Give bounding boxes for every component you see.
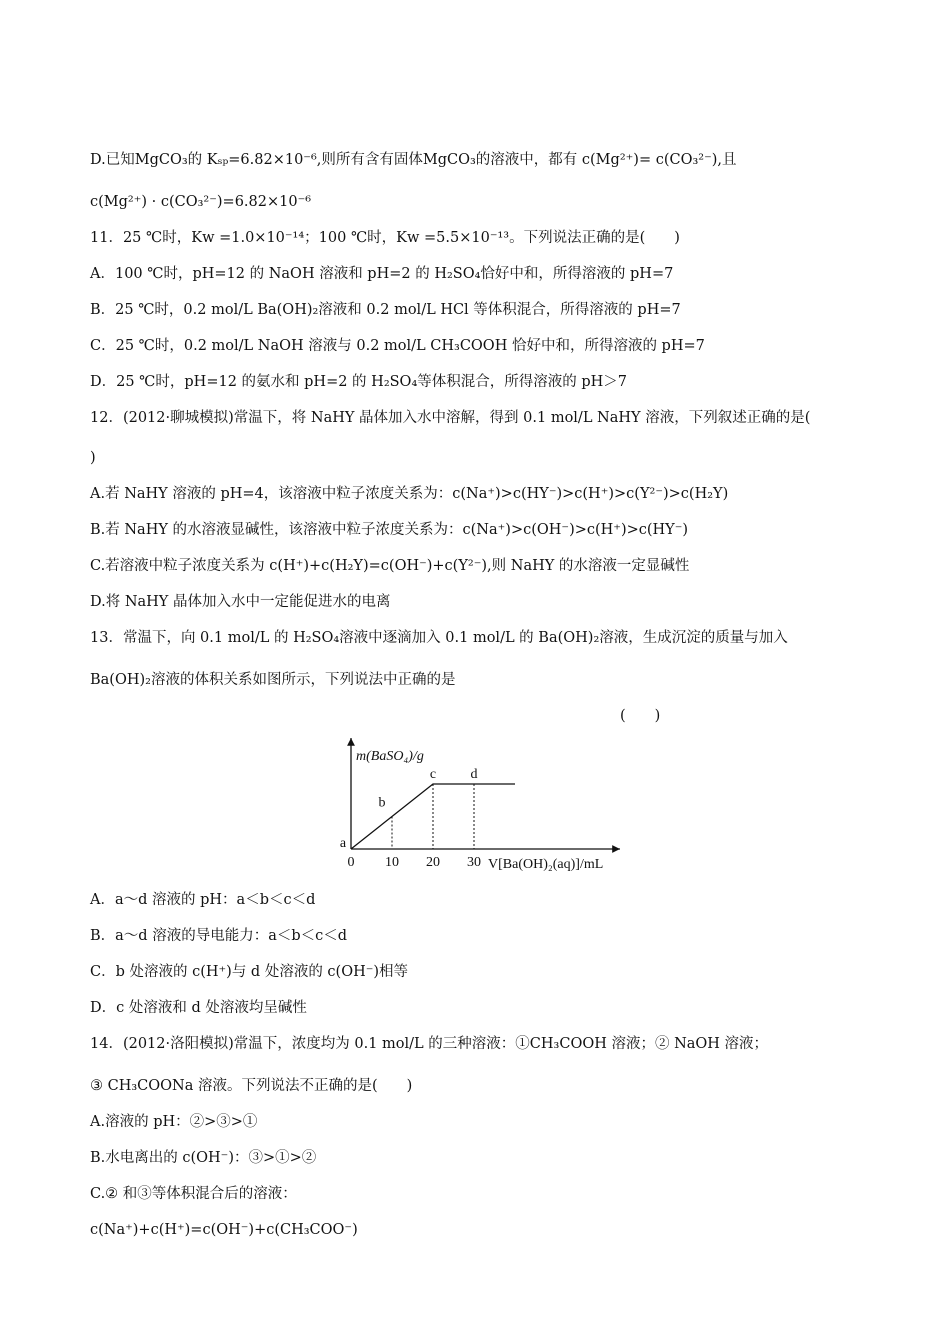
- question-12-option-d: D.将 NaHY 晶体加入水中一定能促进水的电离: [90, 594, 391, 610]
- question-12-option-c: C.若溶液中粒子浓度关系为 c(H⁺)+c(H₂Y)=c(OH⁻)+c(Y²⁻),则 NaHY 的水溶液一定显碱性: [90, 558, 690, 574]
- question-13-option-c: C．b 处溶液的 c(H⁺)与 d 处溶液的 c(OH⁻)相等: [90, 964, 409, 980]
- question-13: 13．常温下，向 0.1 mol/L 的 H₂SO₄溶液中逐滴加入 0.1 mol/L 的 Ba(OH)₂溶液，生成沉淀的质量与加入: [90, 630, 788, 646]
- option-d-line-2: c(Mg²⁺) · c(CO₃²⁻)=6.82×10⁻⁶: [90, 194, 312, 210]
- question-14-option-b: B.水电离出的 c(OH⁻)：③>①>②: [90, 1150, 317, 1166]
- question-11-option-c: C．25 ℃时，0.2 mol/L NaOH 溶液与 0.2 mol/L CH₃COOH 恰好中和，所得溶液的 pH=7: [90, 338, 705, 354]
- question-12-option-a: A.若 NaHY 溶液的 pH=4，该溶液中粒子浓度关系为：c(Na⁺)>c(HY⁻)>c(H⁺)>c(Y²⁻)>c(H₂Y): [90, 486, 729, 502]
- question-13-line-2: Ba(OH)₂溶液的体积关系如图所示，下列说法中正确的是: [90, 672, 456, 688]
- point-label-d: d: [470, 767, 478, 782]
- question-12: 12．(2012·聊城模拟)常温下，将 NaHY 晶体加入水中溶解，得到 0.1 mol/L NaHY 溶液，下列叙述正确的是(: [90, 410, 811, 426]
- point-label-a: a: [339, 836, 347, 851]
- x-tick-label-0: 0: [347, 855, 355, 870]
- question-12-option-b: B.若 NaHY 的水溶液显碱性，该溶液中粒子浓度关系为：c(Na⁺)>c(OH⁻)>c(H⁺)>c(HY⁻): [90, 522, 689, 538]
- question-14-line-2: ③ CH₃COONa 溶液。下列说法不正确的是( ): [90, 1078, 413, 1094]
- option-d-line-1: D.已知MgCO₃的 Kₛₚ=6.82×10⁻⁶,则所有含有固体MgCO₃的溶液中，都有 c(Mg²⁺)= c(CO₃²⁻),且: [90, 152, 737, 168]
- x-tick-label-10: 10: [385, 855, 399, 870]
- question-14-option-a: A.溶液的 pH：②>③>①: [90, 1114, 258, 1130]
- question-13-option-a: A．a～d 溶液的 pH：a＜b＜c＜d: [90, 892, 316, 908]
- question-14-option-c-line-2: c(Na⁺)+c(H⁺)=c(OH⁻)+c(CH₃COO⁻): [90, 1222, 358, 1238]
- x-axis-label: V[Ba(OH)₂(aq)]/mL: [488, 857, 604, 872]
- question-11-option-d: D．25 ℃时，pH=12 的氨水和 pH=2 的 H₂SO₄等体积混合，所得溶液的 pH＞7: [90, 374, 628, 390]
- point-label-b: b: [378, 795, 386, 811]
- x-tick-label-20: 20: [426, 855, 440, 870]
- question-12-paren: ): [90, 450, 96, 466]
- question-14: 14．(2012·洛阳模拟)常温下，浓度均为 0.1 mol/L 的三种溶液：①CH₃COOH 溶液；② NaOH 溶液；: [90, 1036, 769, 1052]
- question-11: 11．25 ℃时，Kw =1.0×10⁻¹⁴；100 ℃时，Kw =5.5×10⁻¹³。下列说法正确的是( ): [90, 230, 680, 246]
- question-13-option-b: B．a～d 溶液的导电能力：a＜b＜c＜d: [90, 928, 348, 944]
- question-14-option-c: C.② 和③等体积混合后的溶液：: [90, 1186, 297, 1202]
- x-tick-label-30: 30: [467, 855, 481, 870]
- question-13-option-d: D．c 处溶液和 d 处溶液均呈碱性: [90, 1000, 307, 1016]
- question-11-option-b: B．25 ℃时，0.2 mol/L Ba(OH)₂溶液和 0.2 mol/L HCl 等体积混合，所得溶液的 pH=7: [90, 302, 681, 318]
- question-13-paren: ( ): [620, 708, 661, 724]
- point-label-c: c: [429, 767, 437, 782]
- precipitate-chart: [330, 728, 630, 878]
- y-axis-label: m(BaSO₄)/g: [356, 749, 424, 764]
- question-11-option-a: A．100 ℃时，pH=12 的 NaOH 溶液和 pH=2 的 H₂SO₄恰好中和，所得溶液的 pH=7: [90, 266, 674, 282]
